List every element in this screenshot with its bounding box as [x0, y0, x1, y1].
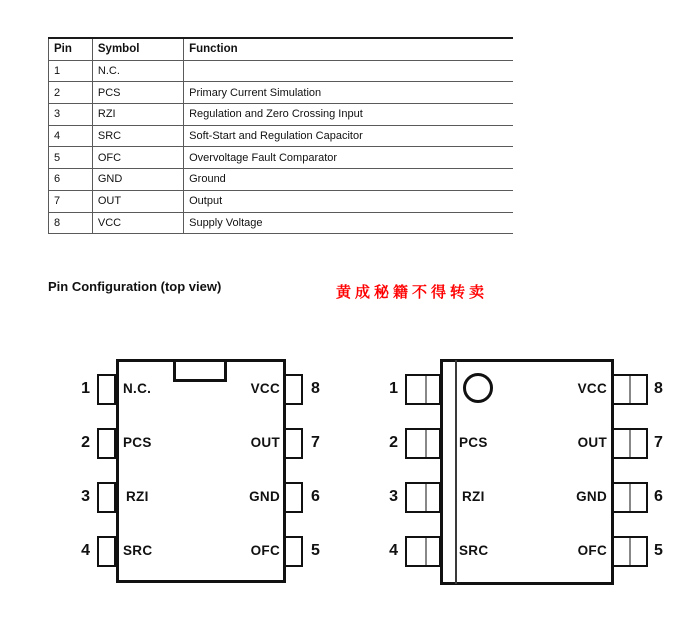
- soic-edge-line: [455, 360, 457, 584]
- dip-pin-number: 2: [81, 434, 90, 451]
- soic-pin-number: 4: [389, 542, 398, 559]
- pin-lead-divider: [425, 484, 427, 511]
- soic-pin-number: 6: [654, 488, 663, 505]
- dip-pin-label: RZI: [126, 489, 149, 504]
- cell-symbol: RZI: [92, 104, 183, 126]
- header-pin: Pin: [49, 38, 93, 60]
- soic-pin-label: OUT: [577, 435, 607, 450]
- soic-pin-number: 3: [389, 488, 398, 505]
- dip-pin-number: 3: [81, 488, 90, 505]
- dip-pin-label: PCS: [123, 435, 152, 450]
- cell-pin: 6: [49, 169, 93, 191]
- pin-lead-divider: [629, 430, 631, 457]
- soic-pin-number: 8: [654, 380, 663, 397]
- dip-pin-number: 8: [311, 380, 320, 397]
- pin-lead-divider: [629, 376, 631, 403]
- cell-function: Overvoltage Fault Comparator: [184, 147, 513, 169]
- soic-pin-number: 2: [389, 434, 398, 451]
- cell-pin: 2: [49, 82, 93, 104]
- soic-pin-box-3: [405, 482, 441, 513]
- soic-pin-number: 1: [389, 380, 398, 397]
- table-row: [49, 104, 514, 126]
- pin-lead-divider: [425, 538, 427, 565]
- dip-pin-box-1: [97, 374, 116, 405]
- dip-pin-label: VCC: [250, 381, 280, 396]
- soic-pin-box-6: [612, 482, 648, 513]
- cell-symbol: PCS: [92, 82, 183, 104]
- cell-function: Output: [184, 190, 513, 212]
- cell-symbol: VCC: [92, 212, 183, 234]
- dip-pin-box-8: [284, 374, 303, 405]
- table-row: [49, 82, 514, 104]
- cell-symbol: SRC: [92, 125, 183, 147]
- cell-pin: 3: [49, 104, 93, 126]
- table-row: [49, 60, 514, 82]
- cell-function: Regulation and Zero Crossing Input: [184, 104, 513, 126]
- dip-pin-number: 5: [311, 542, 320, 559]
- cell-function: Supply Voltage: [184, 212, 513, 234]
- table-row: [49, 212, 514, 234]
- cell-function: [184, 60, 513, 82]
- cell-symbol: N.C.: [92, 60, 183, 82]
- cell-function: Soft-Start and Regulation Capacitor: [184, 125, 513, 147]
- cell-pin: 1: [49, 60, 93, 82]
- soic-pin-box-2: [405, 428, 441, 459]
- dip-pin-box-7: [284, 428, 303, 459]
- pin-lead-divider: [425, 430, 427, 457]
- dip-pin-label: OUT: [250, 435, 280, 450]
- dip-pin-label: N.C.: [123, 381, 152, 396]
- soic-pin-label: GND: [576, 489, 607, 504]
- cell-symbol: OUT: [92, 190, 183, 212]
- dip-pin-number: 1: [81, 380, 90, 397]
- soic-pin-number: 5: [654, 542, 663, 559]
- watermark-text: 黄成秘籍不得转卖: [336, 283, 489, 301]
- cell-symbol: OFC: [92, 147, 183, 169]
- pin-lead-divider: [425, 376, 427, 403]
- cell-pin: 5: [49, 147, 93, 169]
- soic-pin-label: VCC: [577, 381, 607, 396]
- pin-lead-divider: [629, 538, 631, 565]
- dip-pin-label: OFC: [250, 543, 280, 558]
- table-row: [49, 169, 514, 191]
- cell-pin: 8: [49, 212, 93, 234]
- dip-pin-number: 4: [81, 542, 90, 559]
- soic-pin-label: RZI: [462, 489, 485, 504]
- cell-pin: 4: [49, 125, 93, 147]
- soic-pin-label: SRC: [459, 543, 489, 558]
- soic-pin-box-1: [405, 374, 441, 405]
- pin1-indicator-circle-icon: [463, 373, 493, 403]
- dip-pin-label: GND: [249, 489, 280, 504]
- dip-pin-box-5: [284, 536, 303, 567]
- cell-function: Primary Current Simulation: [184, 82, 513, 104]
- dip-pin-box-4: [97, 536, 116, 567]
- dip-notch-icon: [173, 362, 227, 382]
- cell-function: Ground: [184, 169, 513, 191]
- table-row: [49, 125, 514, 147]
- pin-function-table: [48, 37, 513, 234]
- soic-pin-box-5: [612, 536, 648, 567]
- soic-pin-box-8: [612, 374, 648, 405]
- cell-pin: 7: [49, 190, 93, 212]
- soic-pin-box-4: [405, 536, 441, 567]
- soic-pin-label: PCS: [459, 435, 488, 450]
- dip-pin-box-6: [284, 482, 303, 513]
- dip-pin-box-3: [97, 482, 116, 513]
- cell-symbol: GND: [92, 169, 183, 191]
- soic-pin-label: OFC: [577, 543, 607, 558]
- header-symbol: Symbol: [92, 38, 183, 60]
- soic-pin-box-7: [612, 428, 648, 459]
- dip-pin-box-2: [97, 428, 116, 459]
- table-row: [49, 147, 514, 169]
- soic-pin-number: 7: [654, 434, 663, 451]
- dip-pin-number: 6: [311, 488, 320, 505]
- dip-pin-number: 7: [311, 434, 320, 451]
- pin-lead-divider: [629, 484, 631, 511]
- dip-pin-label: SRC: [123, 543, 153, 558]
- table-header-row: [49, 38, 514, 60]
- table-row: [49, 190, 514, 212]
- header-function: Function: [184, 38, 513, 60]
- section-heading: Pin Configuration (top view): [48, 279, 222, 294]
